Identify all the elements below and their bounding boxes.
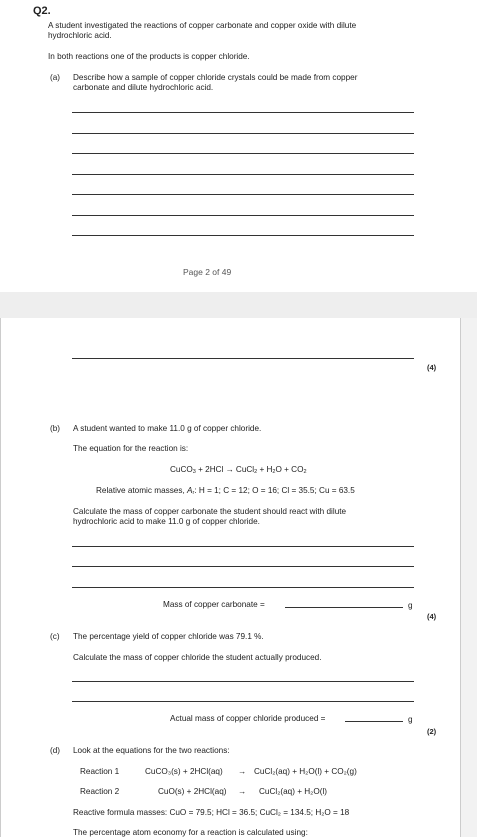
subscript: 2	[303, 469, 307, 475]
reaction-1-rhs: CuCl₂(aq) + H₂O(l) + CO₂(g)	[254, 767, 357, 776]
relative-atomic-masses	[96, 486, 355, 498]
reaction-1-label: Reaction 1	[80, 767, 120, 776]
answer-line	[72, 566, 414, 567]
answer-line	[72, 358, 414, 359]
part-b-task-2: hydrochloric acid to make 11.0 g of copper chloride.	[73, 517, 260, 526]
reaction-2-label: Reaction 2	[80, 787, 120, 796]
answer-line	[72, 546, 414, 547]
answer-line	[72, 587, 414, 588]
part-d-label: (d)	[50, 746, 61, 755]
equation-product-3: O + CO	[275, 465, 304, 474]
reaction-2-lhs: CuO(s) + 2HCl(aq)	[158, 787, 227, 796]
answer-line	[72, 112, 414, 113]
part-c-label: (c)	[50, 632, 60, 641]
subscript: r	[192, 490, 195, 496]
part-a-line-1: Describe how a sample of copper chloride crystals could be made from copper	[73, 73, 358, 82]
part-c-answer-label: Actual mass of copper chloride produced =	[170, 714, 326, 723]
part-b-equation-intro: The equation for the reaction is:	[73, 444, 189, 453]
page-border	[0, 318, 1, 837]
ram-prefix: Relative atomic masses,	[96, 486, 188, 495]
scroll-track[interactable]	[461, 318, 477, 837]
part-b-unit: g	[408, 601, 413, 610]
part-b-task-1: Calculate the mass of copper carbonate the student should react with dilute	[73, 507, 347, 516]
answer-line	[72, 701, 414, 702]
page-gap	[0, 292, 477, 318]
intro-line-2: hydrochloric acid.	[48, 31, 112, 40]
arrow-icon: →	[225, 465, 234, 474]
answer-line	[72, 681, 414, 682]
ram-symbol: A	[187, 486, 193, 495]
answer-line	[72, 215, 414, 216]
part-c-yield: The percentage yield of copper chloride was 79.1 %.	[73, 632, 264, 641]
subscript: 3	[192, 469, 196, 475]
part-b-label: (b)	[50, 424, 61, 433]
part-b-answer-label: Mass of copper carbonate =	[163, 600, 265, 609]
answer-line	[72, 174, 414, 175]
question-number: Q2.	[33, 5, 51, 17]
subscript: 2	[254, 469, 258, 475]
arrow-icon: →	[238, 767, 247, 776]
answer-blank[interactable]	[285, 607, 403, 608]
intro-line-1: A student investigated the reactions of copper carbonate and copper oxide with dilute	[48, 21, 357, 30]
equation-reactant-1: CuCO	[170, 465, 193, 474]
page-indicator: Page 2 of 49	[183, 267, 232, 277]
part-a-line-2: carbonate and dilute hydrochloric acid.	[73, 83, 214, 92]
part-d-intro: Look at the equations for the two reactions:	[73, 746, 230, 755]
intro-products: In both reactions one of the products is copper chloride.	[48, 52, 250, 61]
answer-line	[72, 194, 414, 195]
answer-line	[72, 153, 414, 154]
answer-line	[72, 133, 414, 134]
reaction-1-lhs: CuCO₃(s) + 2HCl(aq)	[145, 767, 223, 776]
subscript: 2	[272, 469, 276, 475]
part-c-unit: g	[408, 715, 413, 724]
equation-product-1: CuCl	[235, 465, 255, 474]
part-c-task: Calculate the mass of copper chloride the student actually produced.	[73, 653, 322, 662]
equation-reactant-2: + 2HCl	[195, 465, 224, 474]
answer-line	[72, 235, 414, 236]
reaction-2-rhs: CuCl₂(aq) + H₂O(l)	[259, 787, 327, 796]
part-a-label: (a)	[50, 73, 61, 82]
ram-values: : H = 1; C = 12; O = 16; Cl = 35.5; Cu = 63.5	[194, 486, 355, 495]
atom-economy-intro: The percentage atom economy for a reaction is calculated using:	[73, 828, 308, 837]
reaction-equation	[170, 465, 307, 477]
part-a-marks: (4)	[427, 363, 437, 372]
equation-product-2: + H	[257, 465, 273, 474]
arrow-icon: →	[238, 787, 247, 796]
part-c-marks: (2)	[427, 727, 437, 736]
formula-masses: Reactive formula masses: CuO = 79.5; HCl = 36.5; CuCl₂ = 134.5; H₂O = 18	[73, 808, 350, 817]
part-b-intro: A student wanted to make 11.0 g of copper chloride.	[73, 424, 262, 433]
part-b-marks: (4)	[427, 612, 437, 621]
answer-blank[interactable]	[345, 721, 403, 722]
